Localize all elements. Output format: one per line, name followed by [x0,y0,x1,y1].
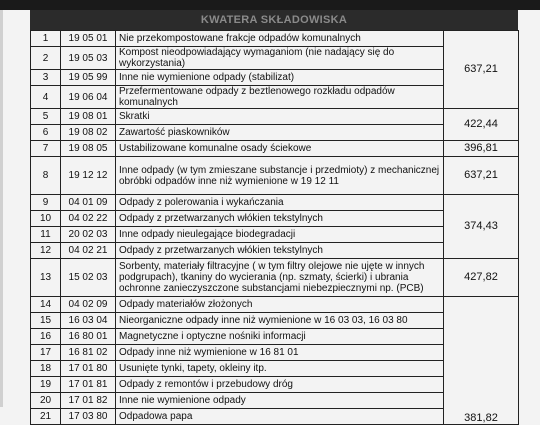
row-number: 2 [31,47,61,70]
waste-description: Inne odpady nieulegające biodegradacji [116,227,444,243]
waste-code: 19 06 04 [61,86,116,109]
waste-description: Kompost nieodpowiadający wymaganiom (nie nadający się do wykorzystania) [116,47,444,70]
amount-cell: 427,82 [444,259,519,297]
waste-code: 19 12 12 [61,157,116,195]
row-number: 1 [31,31,61,47]
row-number: 19 [31,377,61,393]
waste-code: 04 01 09 [61,195,116,211]
waste-description: Odpady z przetwarzanych włókien tekstylnych [116,211,444,227]
waste-table [30,30,519,425]
row-number: 7 [31,141,61,157]
table-title: KWATERA SKŁADOWISKA [200,14,348,26]
waste-code: 17 01 80 [61,361,116,377]
waste-code: 15 02 03 [61,259,116,297]
waste-code: 04 02 09 [61,297,116,313]
row-number: 3 [31,70,61,86]
waste-code: 19 08 01 [61,109,116,125]
row-number: 21 [31,409,61,425]
table-row [31,195,519,211]
waste-description: Nieorganiczne odpady inne niż wymienione w 16 03 03, 16 03 80 [116,313,444,329]
waste-code: 19 05 99 [61,70,116,86]
scan-left-edge [0,10,3,407]
row-number: 17 [31,345,61,361]
row-number: 6 [31,125,61,141]
waste-code: 04 02 21 [61,243,116,259]
row-number: 18 [31,361,61,377]
row-number: 12 [31,243,61,259]
waste-code: 19 08 02 [61,125,116,141]
waste-description: Inne nie wymienione odpady [116,393,444,409]
waste-code: 16 81 02 [61,345,116,361]
waste-code: 19 05 01 [61,31,116,47]
row-number: 14 [31,297,61,313]
amount-cell: 637,21 [444,157,519,195]
waste-description: Odpady inne niż wymienione w 16 81 01 [116,345,444,361]
waste-code: 17 01 82 [61,393,116,409]
waste-code: 20 02 03 [61,227,116,243]
waste-description: Magnetyczne i optyczne nośniki informacji [116,329,444,345]
row-number: 11 [31,227,61,243]
waste-description: Przefermentowane odpady z beztlenowego rozkładu odpadów komunalnych [116,86,444,109]
table-row [31,31,519,47]
amount-cell: 396,81 [444,141,519,157]
waste-description: Sorbenty, materiały filtracyjne ( w tym filtry olejowe nie ujęte w innych podgrupach), tkaniny do wycierania (np. szmaty, ścierki) i ubrania ochronne zanieczyszczone substancjami niebezpiecznymi np. (PCB) [116,259,444,297]
row-number: 20 [31,393,61,409]
waste-code: 17 01 81 [61,377,116,393]
table-row [31,157,519,195]
waste-description: Skratki [116,109,444,125]
waste-code: 19 08 05 [61,141,116,157]
amount-cell: 422,44 [444,109,519,141]
table-row [31,259,519,297]
waste-description: Nie przekompostowane frakcje odpadów komunalnych [116,31,444,47]
waste-code: 16 80 01 [61,329,116,345]
row-number: 8 [31,157,61,195]
amount-cell: 374,43 [444,195,519,259]
waste-description: Ustabilizowane komunalne osady ściekowe [116,141,444,157]
row-number: 16 [31,329,61,345]
table-row [31,297,519,313]
waste-description: Odpady z przetwarzanych włókien tekstylnych [116,243,444,259]
waste-description: Odpadowa papa [116,409,444,425]
row-number: 9 [31,195,61,211]
row-number: 5 [31,109,61,125]
waste-code: 19 05 03 [61,47,116,70]
waste-description: Inne odpady (w tym zmieszane substancje i przedmioty) z mechanicznej obróbki odpadów inne niż wymienione w 19 12 11 [116,157,444,195]
waste-code: 04 02 22 [61,211,116,227]
row-number: 10 [31,211,61,227]
scan-top-edge [0,0,540,10]
waste-description: Odpady z remontów i przebudowy dróg [116,377,444,393]
waste-description: Zawartość piaskowników [116,125,444,141]
amount-cell: 381,82 [444,297,519,425]
amount-cell: 637,21 [444,31,519,109]
table-row [31,141,519,157]
waste-description: Inne nie wymienione odpady (stabilizat) [116,70,444,86]
waste-code: 17 03 80 [61,409,116,425]
waste-description: Odpady materiałów złożonych [116,297,444,313]
row-number: 4 [31,86,61,109]
waste-code: 16 03 04 [61,313,116,329]
row-number: 13 [31,259,61,297]
waste-description: Odpady z polerowania i wykańczania [116,195,444,211]
waste-description: Usunięte tynki, tapety, okleiny itp. [116,361,444,377]
row-number: 15 [31,313,61,329]
table-row [31,109,519,125]
table-header-band [30,10,518,30]
